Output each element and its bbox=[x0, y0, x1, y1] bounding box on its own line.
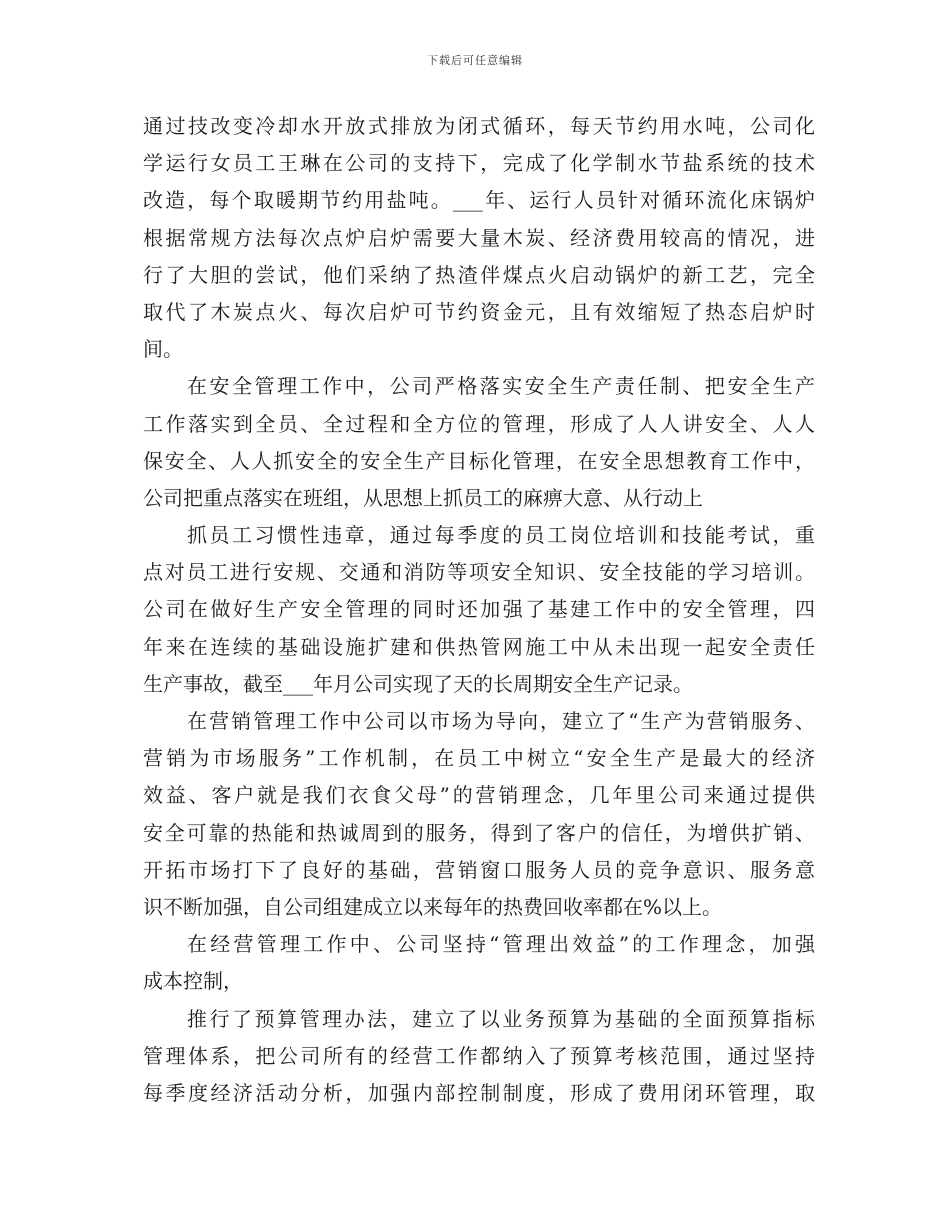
text-line: 学运行女员工王琳在公司的支持下，完成了化学制水节盐系统的技术 bbox=[143, 151, 815, 176]
text-line: 推行了预算管理办法，建立了以业务预算为基础的全面预算指标 bbox=[187, 1006, 815, 1031]
text-line: 改造，每个取暖期节约用盐吨。___年、运行人员针对循环流化床锅炉 bbox=[143, 188, 815, 213]
text-line: 在经营管理工作中、公司坚持“管理出效益”的工作理念，加强 bbox=[187, 932, 815, 957]
text-line: 识不断加强，自公司组建成立以来每年的热费回收率都在%以上。 bbox=[143, 894, 723, 919]
text-line: 每季度经济活动分析，加强内部控制制度，形成了费用闭环管理，取 bbox=[143, 1080, 815, 1105]
text-line: 安全可靠的热能和热诚周到的服务，得到了客户的信任，为增供扩销、 bbox=[143, 820, 815, 845]
text-line: 成本控制， bbox=[143, 969, 243, 994]
document-body bbox=[143, 108, 815, 1112]
text-line: 取代了木炭点火、每次启炉可节约资金元，且有效缩短了热态启炉时 bbox=[143, 299, 815, 324]
text-line: 公司把重点落实在班组，从思想上抓员工的麻痹大意、从行动上 bbox=[143, 485, 703, 510]
text-line: 根据常规方法每次点炉启炉需要大量木炭、经济费用较高的情况，进 bbox=[143, 225, 815, 250]
text-line: 年来在连续的基础设施扩建和供热管网施工中从未出现一起安全责任 bbox=[143, 634, 815, 659]
text-line: 保安全、人人抓安全的安全生产目标化管理，在安全思想教育工作中， bbox=[143, 448, 815, 473]
text-line: 间。 bbox=[143, 337, 183, 362]
text-line: 通过技改变冷却水开放式排放为闭式循环，每天节约用水吨，公司化 bbox=[143, 114, 815, 138]
text-line: 在营销管理工作中公司以市场为导向，建立了“生产为营销服务、 bbox=[187, 709, 815, 733]
header-note: 下载后可任意编辑 bbox=[427, 54, 523, 67]
text-line: 效益、客户就是我们衣食父母”的营销理念，几年里公司来通过提供 bbox=[143, 783, 815, 808]
text-line: 营销为市场服务”工作机制，在员工中树立“安全生产是最大的经济 bbox=[143, 746, 815, 771]
text-line: 点对员工进行安规、交通和消防等项安全知识、安全技能的学习培训。 bbox=[143, 560, 815, 585]
text-line: 在安全管理工作中，公司严格落实安全生产责任制、把安全生产 bbox=[187, 374, 815, 399]
text-line: 开拓市场打下了良好的基础，营销窗口服务人员的竞争意识、服务意 bbox=[143, 857, 815, 882]
text-line: 工作落实到全员、全过程和全方位的管理，形成了人人讲安全、人人 bbox=[143, 411, 815, 436]
text-line: 生产事故，截至___年月公司实现了天的长周期安全生产记录。 bbox=[143, 671, 693, 696]
text-line: 行了大胆的尝试，他们采纳了热渣伴煤点火启动锅炉的新工艺，完全 bbox=[143, 262, 815, 287]
text-line: 抓员工习惯性违章，通过每季度的员工岗位培训和技能考试，重 bbox=[187, 523, 815, 548]
text-line: 管理体系，把公司所有的经营工作都纳入了预算考核范围，通过坚持 bbox=[143, 1043, 815, 1068]
text-line: 公司在做好生产安全管理的同时还加强了基建工作中的安全管理，四 bbox=[143, 597, 815, 622]
